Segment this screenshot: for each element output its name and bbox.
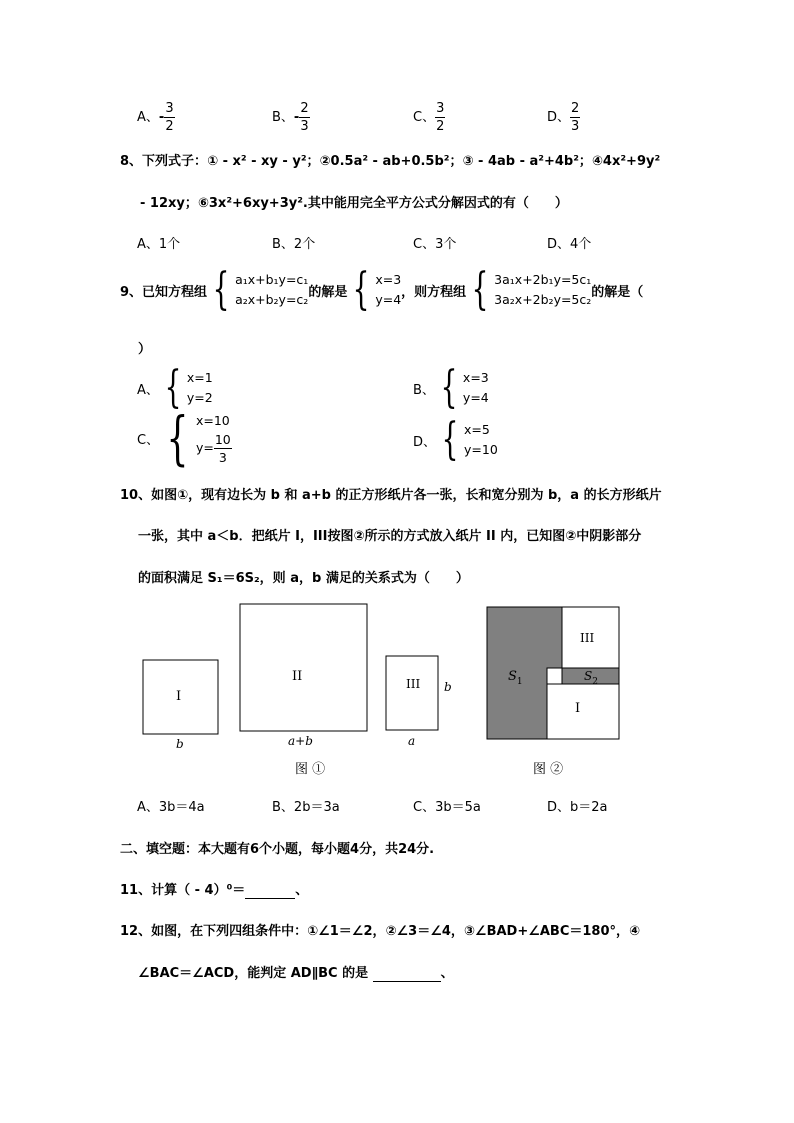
label-a-plus-b: a+b	[288, 734, 313, 748]
label-a: a	[408, 734, 416, 748]
q8-option-c: C、3个	[413, 237, 457, 252]
q12-blank[interactable]	[373, 966, 441, 982]
label-b-i: b	[176, 737, 184, 751]
q8-line1: 8、下列式子：① - x² - xy - y²；②0.5a² - ab+0.5b²；③ - 4ab - a²+4b²；④4x²+9y²	[120, 154, 661, 169]
q8-option-b: B、2个	[272, 237, 316, 252]
label-s2: $S_2$	[584, 669, 598, 687]
q10-option-c: C、3b＝5a	[413, 800, 481, 815]
q10-option-d: D、b＝2a	[547, 800, 608, 815]
q8-line2: - 12xy；⑥3x²+6xy+3y².其中能用完全平方公式分解因式的有（ ）	[140, 196, 568, 211]
q9-close: ）	[138, 342, 152, 357]
q10-option-b: B、2b＝3a	[272, 800, 340, 815]
q8-option-d: D、4个	[547, 237, 592, 252]
square-ii	[240, 604, 367, 731]
q11: 11、计算（ - 4）⁰＝ 、	[120, 883, 309, 898]
q7-option-b: B、- $\frac{2}{3}$	[272, 101, 309, 134]
q10-line2: 一张，其中 a＜b．把纸片 I，III按图②所示的方式放入纸片 II 内，已知图②中阴影部分	[138, 529, 642, 544]
caption-fig2: 图 ②	[533, 762, 564, 777]
q9-option-d: D、 { x=5 y=10	[413, 414, 498, 465]
q9-option-b: B、 { x=3 y=4	[413, 362, 489, 413]
fig2-label-i: I	[575, 701, 581, 716]
q9-option-c: C、 { x=10 y= $\frac{10}{3}$	[137, 404, 231, 472]
q9-stem: 9、 已知方程组 { a₁x+b₁y=c₁ a₂x+b₂y=c₂ 的解是 { x=3 y=4 ，则方程组 { 3a₁x+2b₁y=5c₁ 3a₂x+2b₂y=5c₂ 的解是（	[120, 264, 644, 315]
section-2-heading: 二、填空题：本大题有6个小题，每小题4分，共24分.	[120, 842, 435, 857]
q8-option-a: A、1个	[137, 237, 181, 252]
rect-iii	[386, 656, 438, 730]
q7-option-d: D、 $\frac{2}{3}$	[547, 101, 580, 134]
q10-option-a: A、3b＝4a	[137, 800, 205, 815]
q12-line2: ∠BAC＝∠ACD，能判定 AD∥BC 的是 、	[138, 966, 454, 981]
label-iii: III	[406, 677, 421, 691]
fig2-label-iii: III	[580, 631, 595, 645]
q10-line3: 的面积满足 S₁＝6S₂，则 a，b 满足的关系式为（ ）	[138, 571, 469, 586]
label-b-iii: b	[444, 680, 452, 694]
q11-blank[interactable]	[245, 883, 295, 899]
caption-fig1: 图 ①	[295, 762, 326, 777]
label-i: I	[176, 689, 182, 704]
q7-option-c: C、 $\frac{3}{2}$	[413, 101, 445, 134]
q10-line1: 10、如图①，现有边长为 b 和 a+b 的正方形纸片各一张，长和宽分别为 b，a 的长方形纸片	[120, 488, 662, 503]
label-ii: II	[292, 669, 303, 684]
q9-option-a: A、 { x=1 y=2	[137, 362, 213, 413]
q7-option-a: A、- $\frac{3}{2}$	[137, 101, 174, 134]
q12-line1: 12、如图，在下列四组条件中：①∠1＝∠2，②∠3＝∠4，③∠BAD+∠ABC＝180°，④	[120, 924, 641, 939]
label-s1: $S_1$	[508, 669, 523, 687]
